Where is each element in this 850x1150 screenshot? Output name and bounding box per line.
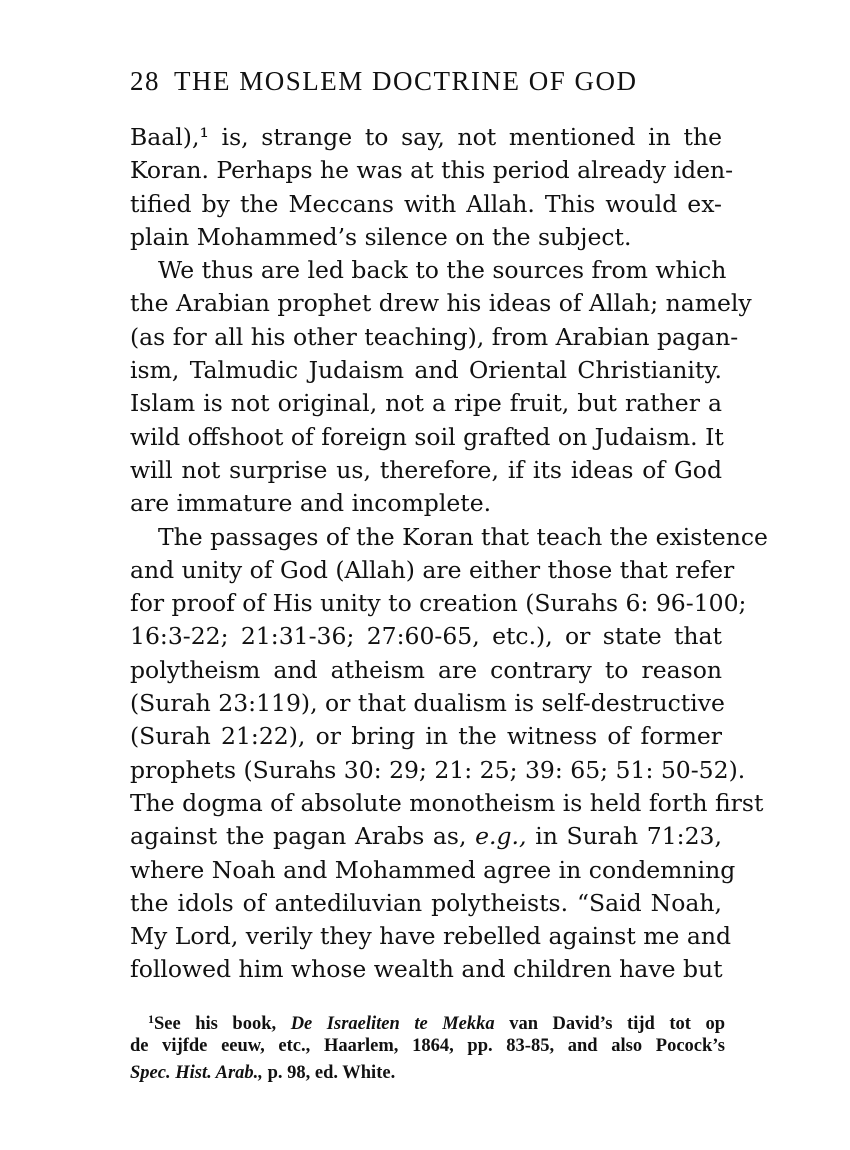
paragraph-first-line: We thus are led back to the sources from which	[158, 256, 727, 285]
text-line: polytheism and atheism are contrary to reason	[130, 655, 722, 684]
text-line: the idols of antediluvian polytheists. “Said Noah,	[130, 888, 722, 917]
text-segment: against the pagan Arabs as,	[130, 822, 467, 851]
running-title: THE MOSLEM DOCTRINE OF GOD	[174, 66, 638, 96]
text-line: The dogma of absolute monotheism is held forth first	[130, 788, 764, 817]
body-text	[130, 121, 768, 987]
page-number: 28	[130, 66, 160, 96]
footnote-line	[130, 1060, 725, 1087]
text-line: My Lord, verily they have rebelled against me and	[130, 922, 732, 951]
text-line: ism, Talmudic Judaism and Oriental Christianity.	[130, 356, 722, 385]
text-line: plain Mohammed’s silence on the subject.	[130, 222, 632, 251]
footnote-text: See his book,	[154, 1014, 277, 1034]
text-segment: in Surah 71:23,	[535, 822, 722, 851]
footnote	[130, 1006, 725, 1087]
footnote-text: p. 98, ed. White.	[267, 1063, 396, 1083]
text-line: the Arabian prophet drew his ideas of Allah; namely	[130, 289, 752, 318]
text-line: for proof of His unity to creation (Surahs 6: 96-100;	[130, 589, 747, 618]
italic-abbreviation: e.g.,	[475, 822, 527, 851]
text-line: (Surah 21:22), or bring in the witness of former	[130, 722, 722, 751]
paragraph-first-line: The passages of the Koran that teach the existence	[158, 522, 768, 551]
text-line: prophets (Surahs 30: 29; 21: 25; 39: 65; 51: 50-52).	[130, 755, 746, 784]
footnote-line: de vijfde eeuw, etc., Haarlem, 1864, pp. 83-85, and also Pocock’s	[130, 1036, 725, 1056]
footnote-book-title: Spec. Hist. Arab.,	[130, 1063, 263, 1083]
text-line: will not surprise us, therefore, if its ideas of God	[130, 455, 722, 484]
text-line: followed him whose wealth and children have but	[130, 955, 723, 984]
footnote-text: van David’s tijd tot op	[509, 1014, 725, 1034]
text-line: Koran. Perhaps he was at this period already iden-	[130, 156, 734, 185]
text-line: are immature and incomplete.	[130, 489, 492, 518]
text-line: (Surah 23:119), or that dualism is self-destructive	[130, 689, 725, 718]
text-line	[130, 820, 722, 853]
footnote-line	[130, 1006, 725, 1033]
footnote-book-title: De Israeliten te Mekka	[290, 1014, 495, 1034]
running-head	[130, 66, 730, 97]
text-line: (as for all his other teaching), from Arabian pagan-	[130, 322, 739, 351]
text-line: wild offshoot of foreign soil grafted on Judaism. It	[130, 422, 724, 451]
text-line: where Noah and Mohammed agree in condemning	[130, 855, 736, 884]
footnote-marker: 1	[148, 1012, 154, 1026]
text-line: and unity of God (Allah) are either those that refer	[130, 555, 735, 584]
text-line: Islam is not original, not a ripe fruit, but rather a	[130, 389, 722, 418]
text-line: tified by the Meccans with Allah. This would ex-	[130, 189, 722, 218]
text-line: 16:3-22; 21:31-36; 27:60-65, etc.), or state that	[130, 622, 722, 651]
text-line: Baal),¹ is, strange to say, not mentioned in the	[130, 123, 722, 151]
